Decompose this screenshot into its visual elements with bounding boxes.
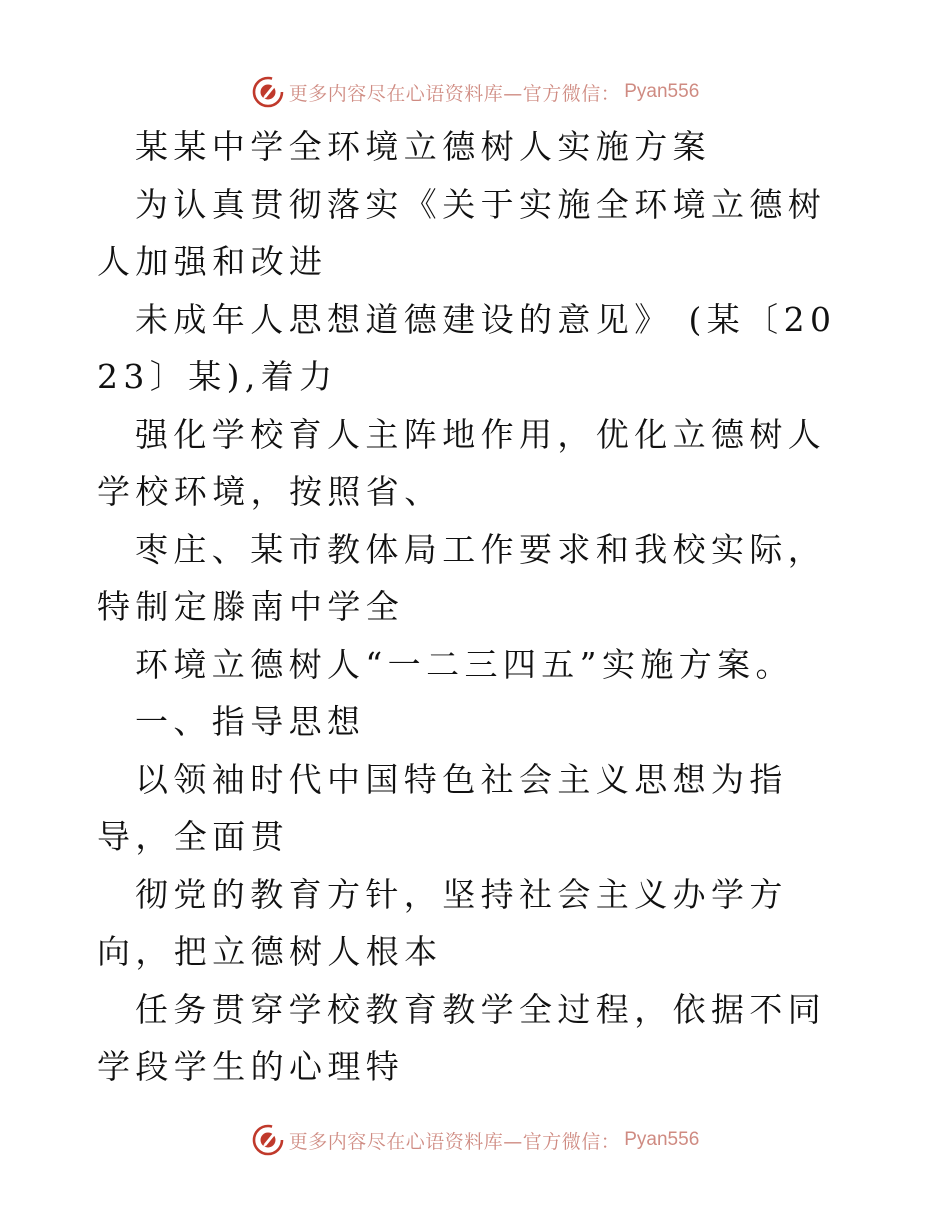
paragraph-line: 枣庄、某市教体局工作要求和我校实际，特制定滕南中学全 [97, 529, 827, 626]
pen-circle-logo-icon [251, 1123, 285, 1157]
watermark-contact: Pyan556 [624, 1129, 700, 1150]
paragraph-line: 彻党的教育方针，坚持社会主义办学方向，把立德树人根本 [97, 874, 788, 971]
pen-circle-logo-icon [251, 75, 285, 109]
paragraph-line: 任务贯穿学校教育教学全过程，依据不同学段学生的心理特 [97, 989, 827, 1086]
watermark-contact: Pyan556 [624, 81, 700, 102]
header-watermark [0, 70, 950, 114]
document-body [97, 118, 857, 1096]
watermark-text: 更多内容尽在心语资料库—官方微信： [288, 1130, 621, 1153]
paragraph-line: 为认真贯彻落实《关于实施全环境立德树人加强和改进 [97, 184, 827, 281]
document-title-line: 某某中学全环境立德树人实施方案 [135, 127, 711, 166]
watermark-text: 更多内容尽在心语资料库—官方微信： [288, 82, 621, 105]
paragraph-line: 环境立德树人“一二三四五”实施方案。 [135, 644, 794, 684]
paragraph-line: 以领袖时代中国特色社会主义思想为指导，全面贯 [97, 759, 788, 856]
footer-watermark [0, 1118, 950, 1162]
paragraph-line: 未成年人思想道德建设的意见》 (某〔2023〕某),着力 [97, 299, 837, 396]
paragraph-line: 强化学校育人主阵地作用，优化立德树人学校环境，按照省、 [97, 414, 827, 511]
section-heading: 一、指导思想 [135, 702, 366, 741]
